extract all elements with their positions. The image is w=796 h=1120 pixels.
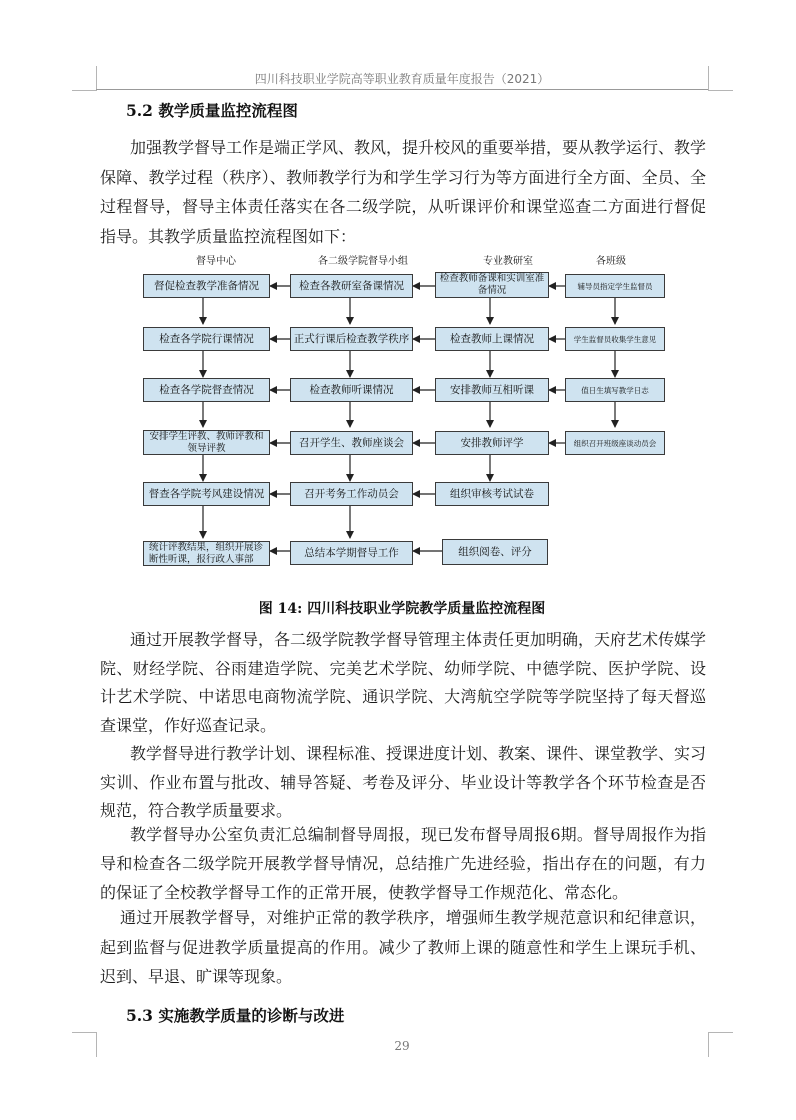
flow-step-college-1: 检查各教研室备课情况 <box>290 274 413 298</box>
flow-step-office-4: 安排教师评学 <box>435 431 549 455</box>
crop-mark-bottom-right <box>708 1032 733 1057</box>
paragraph-weekly-report: 教学督导办公室负责汇总编制督导周报，现已发布督导周报6期。督导周报作为指导和检查各二级学院开展教学督导情况，总结推广先进经验，指出存在的问题，有力的保证了全校教学督导工作的正常开展，使教学督导工作规范化、常态化。 <box>100 825 706 902</box>
paragraph-effects: 通过开展教学督导，对维护正常的教学秩序，增强师生教学规范意识和纪律意识，起到监督与促进教学质量提高的作用。减少了教师上课的随意性和学生上课玩手机、迟到、早退、旷课等现象。 <box>100 908 706 986</box>
flowchart-arrows <box>138 250 670 572</box>
flow-step-college-5: 召开考务工作动员会 <box>290 482 413 506</box>
flow-step-office-1: 检查教师备课和实训室准备情况 <box>435 272 549 298</box>
column-header-classes: 各班级 <box>596 256 626 267</box>
header-rule <box>96 89 708 90</box>
flow-step-class-4: 组织召开班级座谈动员会 <box>565 431 665 455</box>
figure-caption: 图 14: 四川科技职业学院教学质量监控流程图 <box>258 601 546 617</box>
crop-mark-bottom-left <box>72 1032 97 1057</box>
flow-step-office-2: 检查教师上课情况 <box>435 327 549 351</box>
quality-monitoring-flowchart <box>138 250 670 572</box>
flow-step-office-6: 组织阅卷、评分 <box>442 539 548 565</box>
section-title-5-2: 5.2 教学质量监控流程图 <box>126 101 298 120</box>
flow-step-supervision-4: 安排学生评教、教师评教和领导评教 <box>143 430 270 455</box>
column-header-teaching-office: 专业教研室 <box>483 256 533 267</box>
column-header-college-group: 各二级学院督导小组 <box>318 256 408 267</box>
paragraph-intro: 加强教学督导工作是端正学风、教风，提升校风的重要举措，要从教学运行、教学保障、教学过程（秩序）、教师教学行为和学生学习行为等方面进行全方面、全员、全过程督导，督导主体责任落实在各二级学院，从听课评价和课堂巡查二方面进行督促指导。其教学质量监控流程图如下： <box>100 138 707 246</box>
flow-step-college-2: 正式行课后检查教学秩序 <box>290 327 413 351</box>
running-header: 四川科技职业学院高等职业教育质量年度报告（2021） <box>254 72 550 86</box>
flow-step-supervision-1: 督促检查教学准备情况 <box>143 274 270 298</box>
flow-step-college-4: 召开学生、教师座谈会 <box>290 431 413 455</box>
flow-step-office-5: 组织审核考试试卷 <box>435 482 549 506</box>
flow-step-class-3: 值日生填写教学日志 <box>565 378 665 402</box>
flow-step-supervision-5: 督查各学院考风建设情况 <box>143 482 270 506</box>
flow-step-supervision-6: 统计评教结果，组织开展诊断性听课，报行政人事部 <box>143 541 270 566</box>
flow-step-college-6: 总结本学期督导工作 <box>290 541 413 565</box>
crop-mark-top-right <box>708 66 733 91</box>
flow-step-class-2: 学生监督员收集学生意见 <box>565 327 665 351</box>
paragraph-inspection-items: 教学督导进行教学计划、课程标准、授课进度计划、教案、课件、课堂教学、实习实训、作业布置与批改、辅导答疑、考卷及评分、毕业设计等教学各个环节检查是否规范，符合教学质量要求。 <box>100 744 707 820</box>
paragraph-colleges: 通过开展教学督导，各二级学院教学督导管理主体责任更加明确，天府艺术传媒学院、财经学院、谷雨建造学院、完美艺术学院、幼师学院、中德学院、医护学院、设计艺术学院、中诺思电商物流学院、通识学院、大湾航空学院等学院坚持了每天督巡查课堂，作好巡查记录。 <box>100 630 707 735</box>
crop-mark-top-left <box>72 66 97 91</box>
flow-step-supervision-2: 检查各学院行课情况 <box>143 327 270 351</box>
flow-step-college-3: 检查教师听课情况 <box>290 378 413 402</box>
flow-step-office-3: 安排教师互相听课 <box>435 378 549 402</box>
page-number: 29 <box>394 1039 410 1053</box>
section-title-5-3: 5.3 实施教学质量的诊断与改进 <box>126 1006 345 1025</box>
column-header-supervision-center: 督导中心 <box>196 256 236 267</box>
flow-step-supervision-3: 检查各学院督查情况 <box>143 378 270 402</box>
flow-step-class-1: 辅导员指定学生监督员 <box>565 274 665 298</box>
